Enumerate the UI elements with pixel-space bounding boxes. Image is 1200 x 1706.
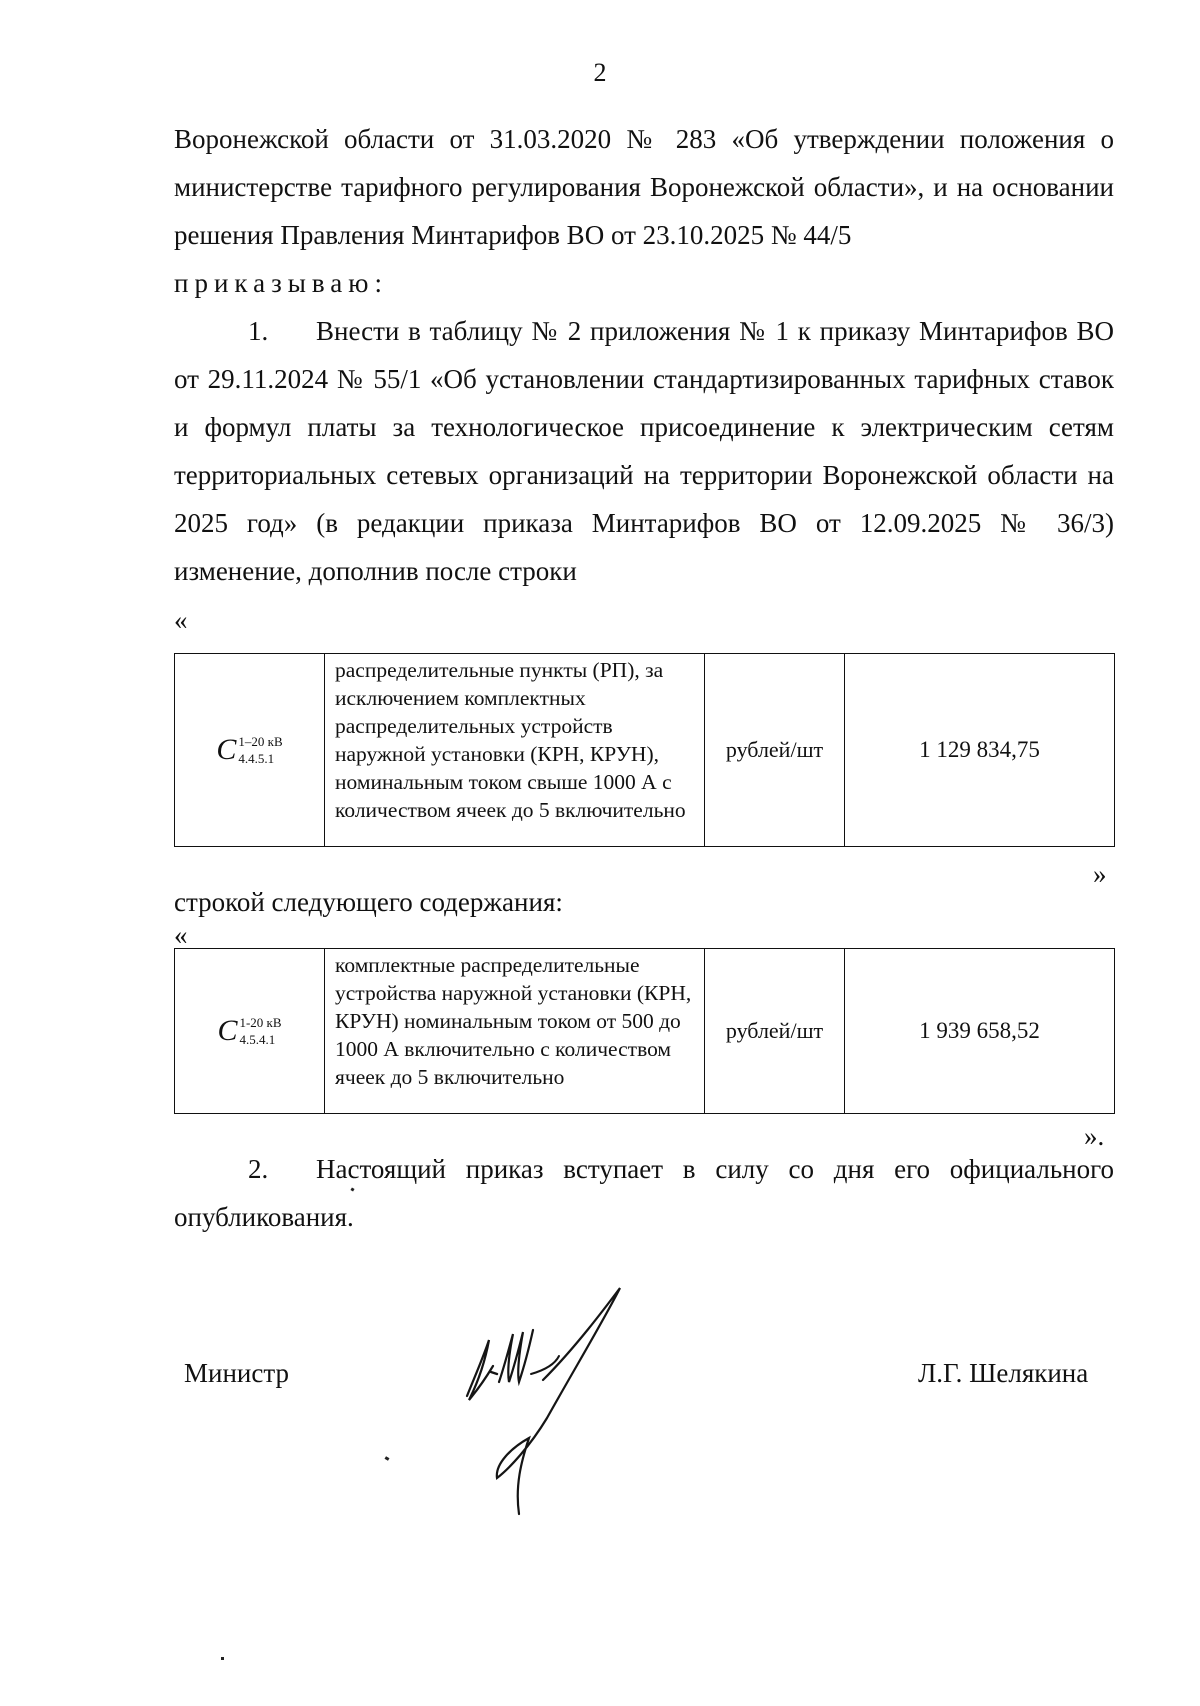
scan-speck bbox=[221, 1657, 224, 1660]
tariff-table-new-row bbox=[174, 948, 1115, 1114]
intro-paragraph: Воронежской области от 31.03.2020 № 283 «Об утверждении положения о министерстве тарифного регулирования Воронежской области», и на основании решения Правления Минтарифов ВО от 23.10.2025 № 44/5 bbox=[174, 124, 1114, 250]
description-cell: распределительные пункты (РП), за исключением комплектных распределительных устройств наружной установки (КРН, КРУН), номинальным током свыше 1000 А с количеством ячеек до 5 включительно bbox=[325, 654, 705, 847]
description-cell: комплектные распределительные устройства наружной установки (КРН, КРУН) номинальным током от 500 до 1000 А включительно с количеством ячеек до 5 включительно bbox=[325, 949, 705, 1114]
code-subscript: 4.4.5.1 bbox=[238, 751, 275, 766]
signatory-name: Л.Г. Шелякина bbox=[918, 1358, 1089, 1388]
quote-close-1: » bbox=[1093, 859, 1107, 889]
unit-cell: рублей/шт bbox=[705, 654, 845, 847]
code-superscript: 1–20 кВ bbox=[238, 734, 283, 749]
item-2 bbox=[174, 1145, 1114, 1241]
value-cell: 1 129 834,75 bbox=[845, 654, 1115, 847]
quote-open-1: « bbox=[174, 605, 188, 635]
item-1 bbox=[174, 307, 1114, 595]
table-row bbox=[175, 949, 1115, 1114]
scan-speck bbox=[385, 1456, 390, 1461]
item-1-number: 1. bbox=[248, 316, 269, 346]
tariff-code bbox=[217, 1014, 281, 1048]
after-text: строкой следующего содержания: bbox=[174, 887, 563, 917]
code-letter: C bbox=[216, 733, 237, 766]
order-word: приказываю: bbox=[174, 268, 388, 298]
value-cell: 1 939 658,52 bbox=[845, 949, 1115, 1114]
unit-cell: рублей/шт bbox=[705, 949, 845, 1114]
item-2-number: 2. bbox=[248, 1154, 269, 1184]
handwritten-signature bbox=[455, 1278, 655, 1538]
code-superscript: 1-20 кВ bbox=[239, 1015, 282, 1030]
code-cell bbox=[175, 654, 325, 847]
signatory-position: Министр bbox=[184, 1358, 289, 1388]
quote-open-2: « bbox=[174, 920, 188, 950]
code-letter: C bbox=[217, 1014, 238, 1047]
tariff-code bbox=[216, 733, 282, 767]
code-cell bbox=[175, 949, 325, 1114]
tariff-table-existing-row bbox=[174, 653, 1115, 847]
table-row bbox=[175, 654, 1115, 847]
item-1-text: Внести в таблицу № 2 приложения № 1 к приказу Минтарифов ВО от 29.11.2024 № 55/1 «Об установлении стандартизированных тарифных ставок и формул платы за технологическое присоединение к электрическим сетям территориальных сетевых организаций на территории Воронежской области на 2025 год» (в редакции приказа Минтарифов ВО от 12.09.2025 № 36/3) изменение, дополнив после строки bbox=[174, 316, 1114, 586]
quote-close-2: ». bbox=[1084, 1121, 1105, 1151]
code-subscript: 4.5.4.1 bbox=[239, 1032, 276, 1047]
page-number: 2 bbox=[593, 58, 607, 87]
item-2-text: Настоящий приказ вступает в силу со дня его официального опубликования. bbox=[174, 1154, 1114, 1232]
